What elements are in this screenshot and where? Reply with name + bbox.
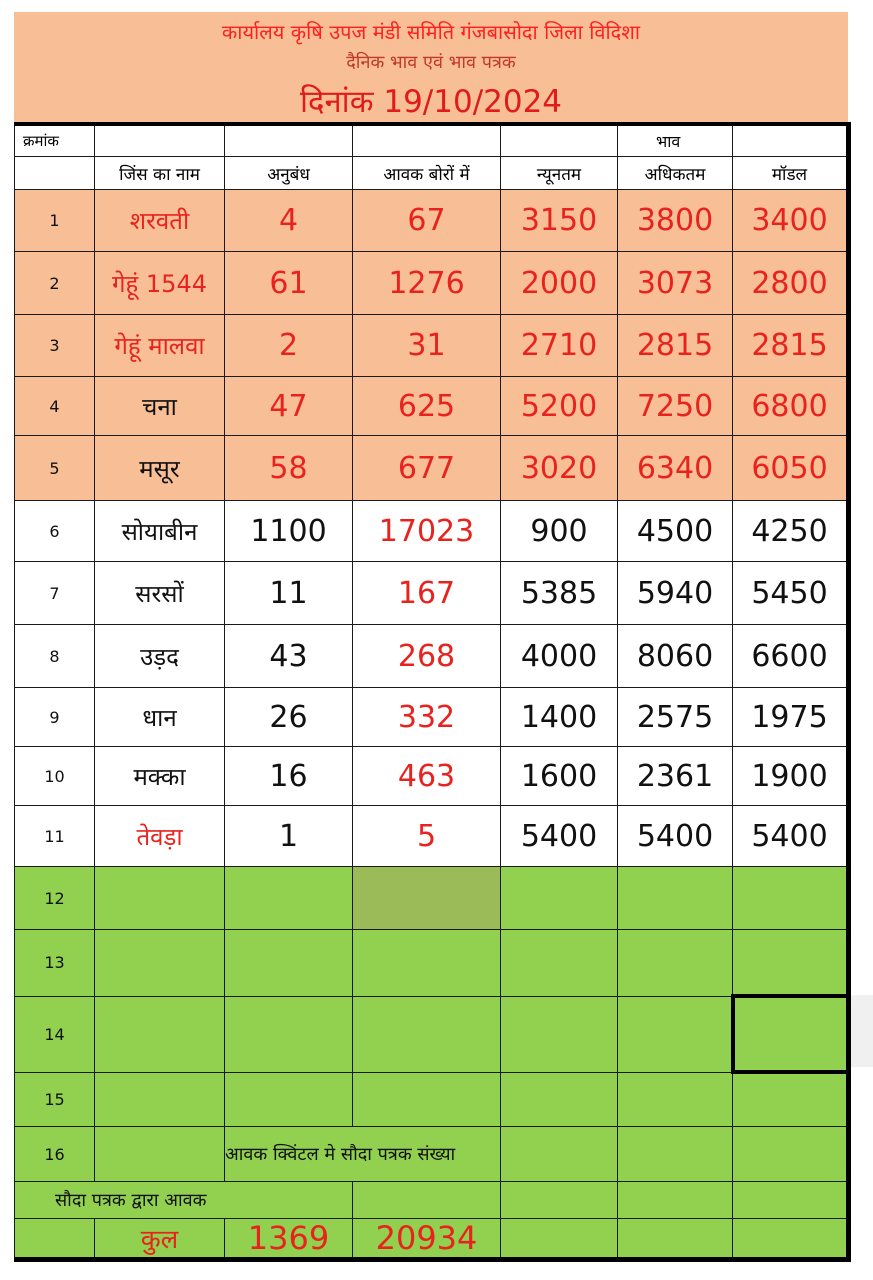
modal-price-cell: 1975 — [733, 688, 849, 747]
max-price-cell: 2815 — [618, 315, 733, 377]
empty-cell — [95, 930, 225, 997]
empty-cell — [733, 1127, 849, 1182]
serial-cell: 16 — [15, 1127, 95, 1182]
commodity-cell: सोयाबीन — [95, 501, 225, 562]
serial-cell: 2 — [15, 252, 95, 315]
empty-cell — [733, 1072, 849, 1127]
empty-cell — [95, 1072, 225, 1127]
min-price-cell: 5200 — [501, 377, 618, 436]
empty-cell — [733, 867, 849, 930]
serial-cell: 7 — [15, 562, 95, 625]
empty-cell — [501, 1072, 618, 1127]
deal-note: आवक क्विंटल मे सौदा पत्रक संख्या — [225, 1127, 501, 1182]
min-price-cell: 1600 — [501, 747, 618, 806]
contract-cell: 61 — [225, 252, 353, 315]
contract-cell: 58 — [225, 436, 353, 501]
commodity-cell: शरवती — [95, 190, 225, 252]
arrival-cell: 1276 — [353, 252, 501, 315]
min-price-cell: 5385 — [501, 562, 618, 625]
modal-price-cell: 5450 — [733, 562, 849, 625]
max-price-cell: 5940 — [618, 562, 733, 625]
min-price-cell: 900 — [501, 501, 618, 562]
table-row — [15, 562, 849, 625]
total-label: कुल — [95, 1219, 225, 1260]
serial-header: क्रमांक — [15, 124, 95, 157]
empty-cell — [225, 996, 353, 1072]
table-row — [15, 1127, 849, 1182]
office-title: कार्यालय कृषि उपज मंडी समिति गंजबासोदा जिला विदिशा — [221, 20, 641, 44]
max-price-cell: 5400 — [618, 806, 733, 867]
serial-cell: 3 — [15, 315, 95, 377]
empty-cell — [733, 930, 849, 997]
serial-cell: 15 — [15, 1072, 95, 1127]
empty-cell — [501, 1182, 618, 1219]
contract-cell: 11 — [225, 562, 353, 625]
min-price-cell: 2000 — [501, 252, 618, 315]
total-row — [15, 1219, 849, 1260]
header-blank — [15, 157, 95, 190]
contract-header: अनुबंध — [225, 157, 353, 190]
contract-cell: 43 — [225, 625, 353, 688]
contract-cell: 1 — [225, 806, 353, 867]
empty-row — [15, 996, 849, 1072]
empty-cell — [353, 1072, 501, 1127]
empty-cell — [618, 867, 733, 930]
modal-price-cell: 3400 — [733, 190, 849, 252]
empty-cell — [618, 930, 733, 997]
arrival-cell: 5 — [353, 806, 501, 867]
header-blank — [501, 124, 618, 157]
serial-cell: 11 — [15, 806, 95, 867]
empty-cell — [225, 867, 353, 930]
empty-cell — [353, 867, 501, 930]
empty-cell — [733, 996, 849, 1072]
empty-cell — [95, 867, 225, 930]
max-price-cell: 3800 — [618, 190, 733, 252]
max-price-cell: 6340 — [618, 436, 733, 501]
total-arrival: 20934 — [353, 1219, 501, 1260]
arrival-cell: 31 — [353, 315, 501, 377]
max-price-cell: 4500 — [618, 501, 733, 562]
commodity-cell: सरसों — [95, 562, 225, 625]
table-row — [15, 747, 849, 806]
summary-label: सौदा पत्रक द्वारा आवक — [15, 1182, 353, 1219]
empty-cell — [733, 1219, 849, 1260]
background-strip — [848, 995, 873, 1067]
serial-cell: 14 — [15, 996, 95, 1072]
sheet-header — [14, 12, 848, 122]
table-row — [15, 436, 849, 501]
empty-cell — [501, 867, 618, 930]
max-price-cell: 2575 — [618, 688, 733, 747]
empty-cell — [225, 930, 353, 997]
modal-price-cell: 4250 — [733, 501, 849, 562]
min-price-cell: 3020 — [501, 436, 618, 501]
empty-cell — [95, 996, 225, 1072]
empty-cell — [15, 1219, 95, 1260]
empty-row — [15, 867, 849, 930]
table-row — [15, 688, 849, 747]
commodity-cell: मसूर — [95, 436, 225, 501]
empty-cell — [501, 930, 618, 997]
table-row — [15, 377, 849, 436]
empty-cell — [501, 1219, 618, 1260]
table-row — [15, 315, 849, 377]
modal-price-cell: 1900 — [733, 747, 849, 806]
serial-cell: 1 — [15, 190, 95, 252]
modal-header: मॉडल — [733, 157, 849, 190]
serial-cell: 5 — [15, 436, 95, 501]
max-header: अधिकतम — [618, 157, 733, 190]
header-row-bottom — [15, 157, 849, 190]
sheet-subtitle: दैनिक भाव एवं भाव पत्रक — [346, 52, 516, 73]
modal-price-cell: 5400 — [733, 806, 849, 867]
table-row — [15, 806, 849, 867]
empty-cell — [733, 1182, 849, 1219]
min-price-cell: 4000 — [501, 625, 618, 688]
empty-cell — [353, 1182, 501, 1219]
contract-cell: 26 — [225, 688, 353, 747]
empty-cell — [225, 1072, 353, 1127]
arrival-cell: 463 — [353, 747, 501, 806]
contract-cell: 2 — [225, 315, 353, 377]
arrival-cell: 67 — [353, 190, 501, 252]
modal-price-cell: 6800 — [733, 377, 849, 436]
commodity-header: जिंस का नाम — [95, 157, 225, 190]
modal-price-cell: 6050 — [733, 436, 849, 501]
serial-cell: 10 — [15, 747, 95, 806]
empty-cell — [618, 1127, 733, 1182]
min-price-cell: 2710 — [501, 315, 618, 377]
empty-row — [15, 1072, 849, 1127]
empty-cell — [618, 996, 733, 1072]
commodity-cell: चना — [95, 377, 225, 436]
table-row — [15, 190, 849, 252]
arrival-cell: 17023 — [353, 501, 501, 562]
total-contract: 1369 — [225, 1219, 353, 1260]
max-price-cell: 8060 — [618, 625, 733, 688]
contract-cell: 1100 — [225, 501, 353, 562]
serial-cell: 9 — [15, 688, 95, 747]
header-blank — [225, 124, 353, 157]
table-row — [15, 252, 849, 315]
min-price-cell: 3150 — [501, 190, 618, 252]
commodity-cell: गेहूं मालवा — [95, 315, 225, 377]
arrival-cell: 677 — [353, 436, 501, 501]
modal-price-cell: 6600 — [733, 625, 849, 688]
commodity-cell: तेवड़ा — [95, 806, 225, 867]
header-blank — [353, 124, 501, 157]
serial-cell: 12 — [15, 867, 95, 930]
empty-cell — [353, 930, 501, 997]
rate-sheet — [14, 12, 848, 1262]
arrival-cell: 332 — [353, 688, 501, 747]
empty-cell — [618, 1182, 733, 1219]
header-blank — [95, 124, 225, 157]
empty-cell — [618, 1219, 733, 1260]
arrival-header: आवक बोरों में — [353, 157, 501, 190]
commodity-cell: उड़द — [95, 625, 225, 688]
commodity-cell: गेहूं 1544 — [95, 252, 225, 315]
table-row — [15, 501, 849, 562]
rates-table — [14, 122, 851, 1262]
contract-cell: 16 — [225, 747, 353, 806]
empty-row — [15, 930, 849, 997]
rate-group-header: भाव — [618, 124, 733, 157]
empty-cell — [353, 996, 501, 1072]
header-row-top — [15, 124, 849, 157]
contract-cell: 4 — [225, 190, 353, 252]
contract-cell: 47 — [225, 377, 353, 436]
empty-cell — [501, 996, 618, 1072]
min-price-cell: 1400 — [501, 688, 618, 747]
min-header: न्यूनतम — [501, 157, 618, 190]
serial-cell: 6 — [15, 501, 95, 562]
summary-row — [15, 1182, 849, 1219]
arrival-cell: 167 — [353, 562, 501, 625]
modal-price-cell: 2815 — [733, 315, 849, 377]
serial-cell: 4 — [15, 377, 95, 436]
table-row — [15, 625, 849, 688]
sheet-date: दिनांक 19/10/2024 — [299, 84, 563, 120]
min-price-cell: 5400 — [501, 806, 618, 867]
commodity-cell: धान — [95, 688, 225, 747]
empty-cell — [501, 1127, 618, 1182]
arrival-cell: 625 — [353, 377, 501, 436]
modal-price-cell: 2800 — [733, 252, 849, 315]
max-price-cell: 3073 — [618, 252, 733, 315]
max-price-cell: 7250 — [618, 377, 733, 436]
empty-cell — [95, 1127, 225, 1182]
arrival-cell: 268 — [353, 625, 501, 688]
header-blank — [733, 124, 849, 157]
max-price-cell: 2361 — [618, 747, 733, 806]
serial-cell: 13 — [15, 930, 95, 997]
empty-cell — [618, 1072, 733, 1127]
commodity-cell: मक्का — [95, 747, 225, 806]
serial-cell: 8 — [15, 625, 95, 688]
